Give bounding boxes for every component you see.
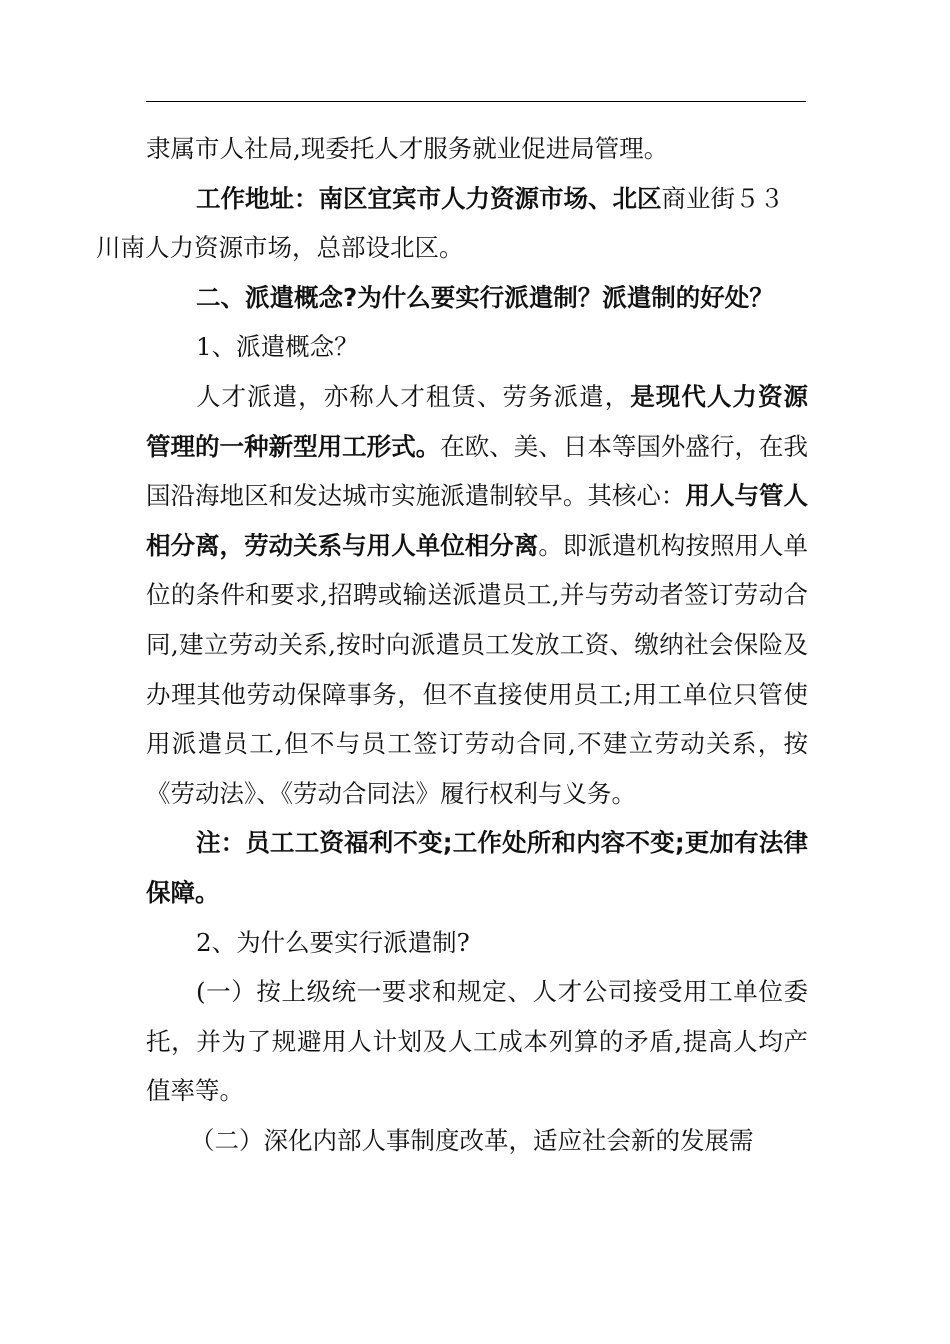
reason-1-text: (一）按上级统一要求和规定、人才公司接受用工单位委托，并为了规避用人计划及人工成本列算的矛盾,提高人均产值率等。 xyxy=(146,977,808,1106)
work-address-label: 工作地址：南区宜宾市人力资源市场、北区 xyxy=(196,183,662,213)
definition-context: 在欧、美、日本等国外盛行，在我国沿海地区和发达城市实施派遣制较早。其核心： xyxy=(146,431,809,511)
paragraph-reason-1 xyxy=(146,967,808,1116)
document-body xyxy=(96,124,809,1165)
definition-details: 。即派遣机构按照用人单位的条件和要求,招聘或输送派遣员工,并与劳动者签订劳动合同,建立劳动关系,按时向派遣员工发放工资、缴纳社会保险及办理其他劳动保障事务，但不直接使用员工;用工单位只管使用派遣员工,但不与员工签订劳动合同,不建立劳动关系，按《劳动法》、《劳动合同法》履行权利与义务。 xyxy=(146,530,809,808)
paragraph-note xyxy=(146,818,808,917)
subheading-why-dispatch-text: 2、为什么要实行派遣制? xyxy=(196,927,470,957)
definition-bold: 是现代人力资源管理的一种新型用工形式。 xyxy=(146,381,809,461)
section-heading-2 xyxy=(146,273,808,323)
subheading-dispatch-concept-text: 1、派遣概念？ xyxy=(196,332,359,362)
section-heading-2-text: 二、派遣概念?为什么要实行派遣制？派遣制的好处？ xyxy=(196,282,774,312)
subheading-why-dispatch xyxy=(146,918,808,968)
reason-2-text: （二）深化内部人事制度改革，适应社会新的发展需 xyxy=(190,1125,754,1155)
paragraph-affiliation-text: 隶属市人社局,现委托人才服务就业促进局管理。 xyxy=(146,134,669,163)
paragraph-reason-2 xyxy=(146,1116,808,1166)
definition-intro: 人才派遣，亦称人才租赁、劳务派遣， xyxy=(196,381,631,411)
work-address-street: 商业街５３ xyxy=(661,183,784,213)
work-address-line2: 川南人力资源市场，总部设北区。 xyxy=(96,233,464,263)
paragraph-work-address xyxy=(96,174,808,273)
note-text: 注：员工工资福利不变;工作处所和内容不变;更加有法律保障。 xyxy=(146,828,808,907)
header-rule xyxy=(146,101,806,102)
subheading-dispatch-concept xyxy=(146,322,808,372)
definition-core-bold: 用人与管人相分离，劳动关系与用人单位相分离 xyxy=(146,481,808,560)
paragraph-dispatch-definition xyxy=(146,372,808,818)
paragraph-affiliation xyxy=(146,124,808,174)
